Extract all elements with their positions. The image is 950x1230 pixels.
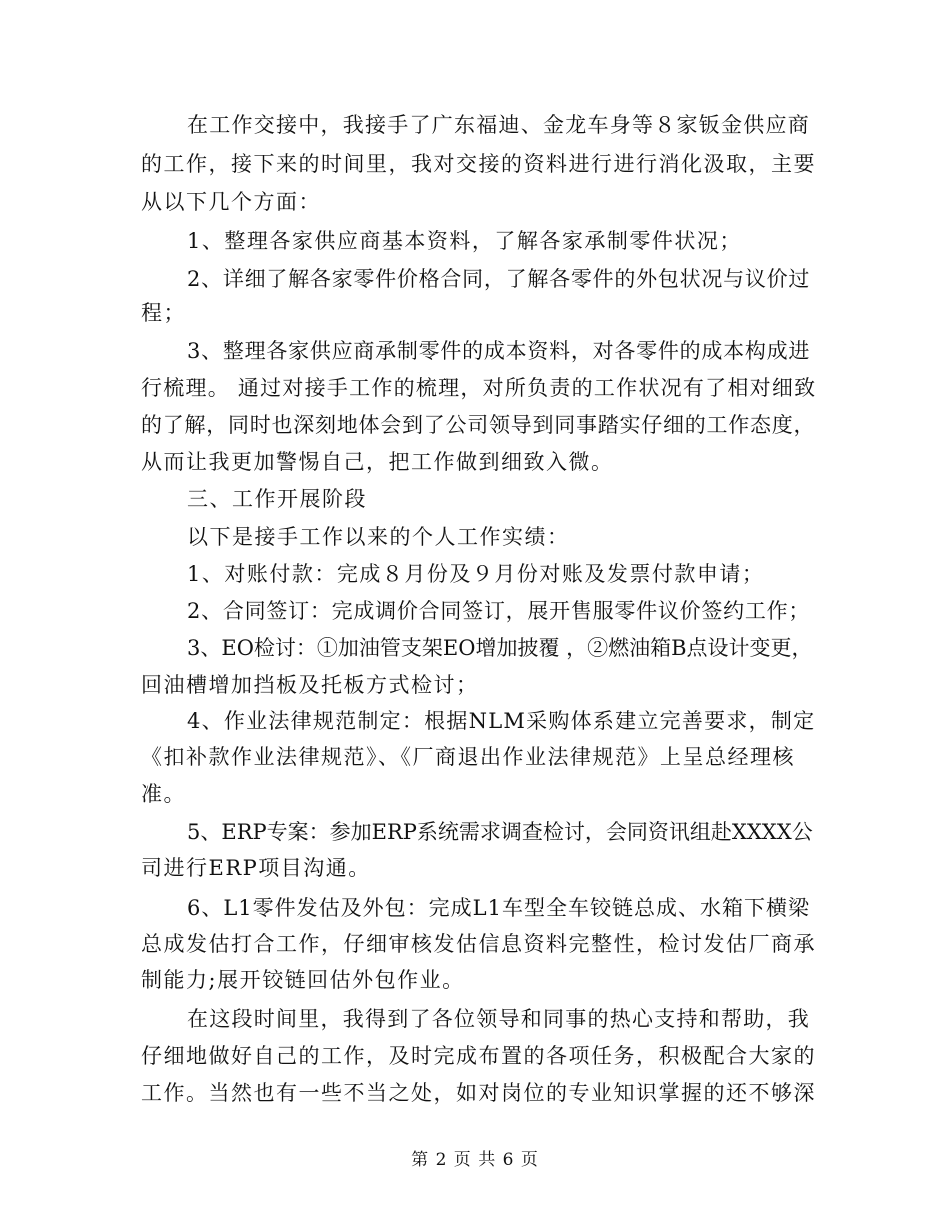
page-number-footer: 第 2 页 共 6 页	[411, 1150, 539, 1170]
text-line: 《扣补款作业法律规范》、《厂商退出作业法律规范》上呈总经理核	[141, 745, 795, 769]
text-line: 1、对账付款：完成８月份及９月份对账及发票付款申请；	[187, 562, 765, 586]
text-line: 2、合同签订：完成调价合同签订，展开售服零件议价签约工作；	[187, 599, 811, 623]
text-line: 司进行ERP项目沟通。	[141, 856, 371, 880]
text-line: 5、ERP专案：参加ERP系统需求调查检讨，会同资讯组赴XXXX公	[187, 820, 813, 844]
text-line: 从而让我更加警惕自己，把工作做到细致入微。	[141, 450, 614, 474]
text-line: 以下是接手工作以来的个人工作实绩：	[187, 525, 570, 549]
text-line: 2、详细了解各家零件价格合同，了解各零件的外包状况与议价过	[187, 267, 811, 291]
text-line: 仔细地做好自己的工作，及时完成布置的各项任务，积极配合大家的	[141, 1044, 816, 1068]
text-line: 的工作，接下来的时间里，我对交接的资料进行进行消化汲取，主要	[141, 152, 816, 176]
text-line: 程；	[141, 301, 186, 325]
text-line: 3、整理各家供应商承制零件的成本资料，对各零件的成本构成进	[187, 339, 811, 363]
text-line: 在工作交接中，我接手了广东福迪、金龙车身等８家钣金供应商	[187, 113, 810, 137]
text-line: 准。	[141, 782, 186, 806]
text-line: 从以下几个方面：	[141, 190, 321, 214]
text-line: 总成发估打合工作，仔细审核发估信息资料完整性，检讨发估厂商承	[141, 932, 816, 956]
text-line: 行梳理。 通过对接手工作的梳理，对所负责的工作状况有了相对细致	[141, 376, 817, 400]
text-line: 制能力;展开铰链回估外包作业。	[141, 968, 465, 992]
text-line: 1、整理各家供应商基本资料，了解各家承制零件状况；	[187, 229, 742, 253]
text-line: 在这段时间里，我得到了各位领导和同事的热心支持和帮助，我	[187, 1007, 810, 1031]
text-line: 回油槽增加挡板及托板方式检讨；	[141, 673, 479, 697]
text-line: 的了解，同时也深刻地体会到了公司领导到同事踏实仔细的工作态度，	[141, 413, 816, 437]
text-line: 工作。当然也有一些不当之处，如对岗位的专业知识掌握的还不够深	[141, 1081, 816, 1105]
text-line: 4、作业法律规范制定：根据NLM采购体系建立完善要求，制定	[187, 709, 816, 733]
text-line: 3、EO检讨：①加油管支架EO增加披覆 ，②燃油箱B点设计变更，	[187, 636, 813, 660]
section-heading: 三、工作开展阶段	[187, 487, 367, 511]
text-line: 6、L1零件发估及外包：完成L1车型全车铰链总成、水箱下横梁	[187, 896, 810, 920]
